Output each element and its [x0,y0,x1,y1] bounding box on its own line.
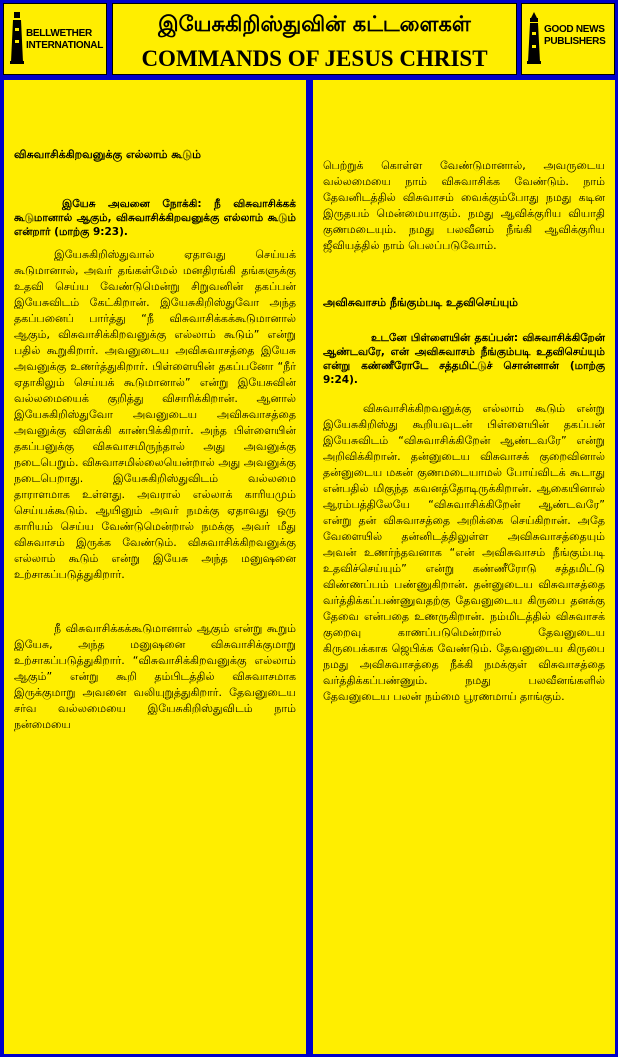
left-column [4,80,306,1054]
commentary-paragraph-1: இயேசுகிறிஸ்துவால் ஏதாவது செய்யக் கூடுமானால், அவர் தங்கள்மேல் மனதிரங்கி தங்களுக்கு உதவி செய்ய வேண்டுமென்று சிறுவனின் தகப்பன் இயேசுவிடம் கேட்கிறான். இயேசுகிறிஸ்துவோ அந்த தகப்பனைப் பார்த்து “நீ விசுவாசிக்கக்கூடுமானால் ஆகும், விசுவாசிக்கிறவனுக்கு எல்லாம் கூடும்” என்று பதில் கூறுகிறார். அவனுடைய அவிசுவாசத்தை இயேசு அவனுக்கு உணர்த்துகிறார். பிள்ளையின் தகப்பனோ “நீர் ஏதாகிலும் செய்யக் கூடுமானால்” என்று இயேசுவின் வல்லமையைக் குறித்து விசாரிக்கிறான். ஆனால் இயேசுகிறிஸ்துவோ அவனுடைய அவிசுவாசத்தை அவனுக்கு விளக்கி காண்பிக்கிறார். அந்த பிள்ளையின் தகப்பனுக்கு விசுவாசமிருந்தால் அது அவனுக்கு நடைபெறும். விசுவாசமில்லையென்றால் அது அவனுக்கு நடைபெறாது. இயேசுகிறிஸ்துவிடம் வல்லமை தாராளமாக உள்ளது. அவரால் எல்லாக் காரியமும் செய்யக்கூடும். ஆயினும் அவர் நமக்கு ஏதாவது ஒரு காரியம் செய்ய வேண்டுமென்றால் நமக்கு அவர் மீது விசுவாசம் இருக்க வேண்டும். விசுவாசிக்கிறவனுக்கு எல்லாம் கூடும் என்று இயேசு அந்த மனுஷனை உற்சாகப்படுத்துகிறார். [14,248,296,581]
title-english: COMMANDS OF JESUS CHRIST [141,46,488,71]
bellwether-logo [3,3,107,75]
right-column [313,80,615,1054]
title-box [112,3,517,75]
commentary-paragraph-2: நீ விசுவாசிக்கக்கூடுமானால் ஆகும் என்று கூறும் இயேசு, அந்த மனுஷனை விசுவாசிக்குமாறு உற்சாகப்படுத்துகிறார். “விசுவாசிக்கிறவனுக்கு எல்லாம் ஆகும்” என்று கூறி தம்பிடத்தில் விசுவாசமாக இருக்குமாறு அவனை வலியுறுத்துகிறார். தேவனுடைய சர்வ வல்லமையை இயேசுகிறிஸ்துவிடம் நாம் நன்மையை [14,622,296,731]
publisher-right: GOOD NEWS PUBLISHERS [544,24,606,47]
tower-icon [527,12,541,64]
verse-mark-9-24: உடனே பிள்ளையின் தகப்பன்: விசுவாசிக்கிறேன் ஆண்டவரே, என் அவிசுவாசம் நீங்கும்படி உதவிசெய்யும் என்று கண்ணீரோடே சத்தமிட்டுச் சொன்னான் (மாற்கு 9:24). [323,332,605,386]
good-news-logo [521,3,615,75]
section-heading-1: விசுவாசிக்கிறவனுக்கு எல்லாம் கூடும் [14,148,201,161]
lighthouse-icon [10,12,24,64]
commentary-paragraph-2-continued: பெற்றுக் கொள்ள வேண்டுமானால், அவருடைய வல்லமையை நாம் விசுவாசிக்க வேண்டும். நாம் தேவனிடத்தில் விசுவாசம் வைக்கும்போது நமது கடின இருதயம் மென்மையாகும். நமது ஆவிக்குரிய வியாதி குணமடையும். நமது பலவீனம் நீங்கி ஆவிக்குரிய ஜீவியத்தில் நாம் பெலப்படுவோம். [323,159,605,252]
section-heading-2: அவிசுவாசம் நீங்கும்படி உதவிசெய்யும் [323,296,519,309]
page-header [0,0,618,80]
verse-mark-9-23: இயேசு அவனை நோக்கி: நீ விசுவாசிக்கக் கூடுமானால் ஆகும், விசுவாசிக்கிறவனுக்கு எல்லாம் கூடும் என்றார் (மாற்கு 9:23). [14,198,296,238]
commentary-paragraph-3: விசுவாசிக்கிறவனுக்கு எல்லாம் கூடும் என்று இயேசுகிறிஸ்து கூறியவுடன் பிள்ளையின் தகப்பன் இயேசுவிடம் “விசுவாசிக்கிறேன் ஆண்டவரே” என்று அறிவிக்கிறான். தன்னுடைய விசுவாசக் குறைவினால் தன்னுடைய மகன் குணமடையாமல் போய்விடக் கூடாது என்பதில் மிகுந்த கவனத்தோடிருக்கிறான். ஆகையினால் ஆரம்பத்திலேயே “விசுவாசிக்கிறேன் ஆண்டவரே” என்று தன் விசுவாசத்தை அறிக்கை செய்கிறான். அதே வேளையில் தன்னிடத்திலுள்ள அவிசுவாசத்தையும் அவன் உணர்ந்தவனாக “என் அவிசுவாசம் நீங்கும்படி உதவிச்செய்யும்” என்று கண்ணீரோடு சத்தமிட்டு விண்ணப்பம் பண்ணுகிறான். தன்னுடைய விசுவாசத்தை வர்த்திக்கப்பண்ணுவதற்கு தேவனுடைய கிருபை தனக்கு தேவை என்பதை உணருகிறான். நம்மிடத்தில் விசுவாசக் குறைவு காணப்படுமென்றால் தேவனுடைய கிருபைக்காக ஜெபிக்க வேண்டும். தேவனுடைய கிருபை நமது அவிசுவாசத்தை நீக்கி நமக்குள் விசுவாசத்தை வர்த்திக்கப்பண்ணும். நமது பலவீனங்களில் தேவனுடைய பலன் நம்மை பூரணமாய் தாங்கும். [323,402,605,703]
title-tamil: இயேசுகிறிஸ்துவின் கட்டளைகள் [158,12,471,36]
publisher-left: BELLWETHER INTERNATIONAL [26,28,104,51]
